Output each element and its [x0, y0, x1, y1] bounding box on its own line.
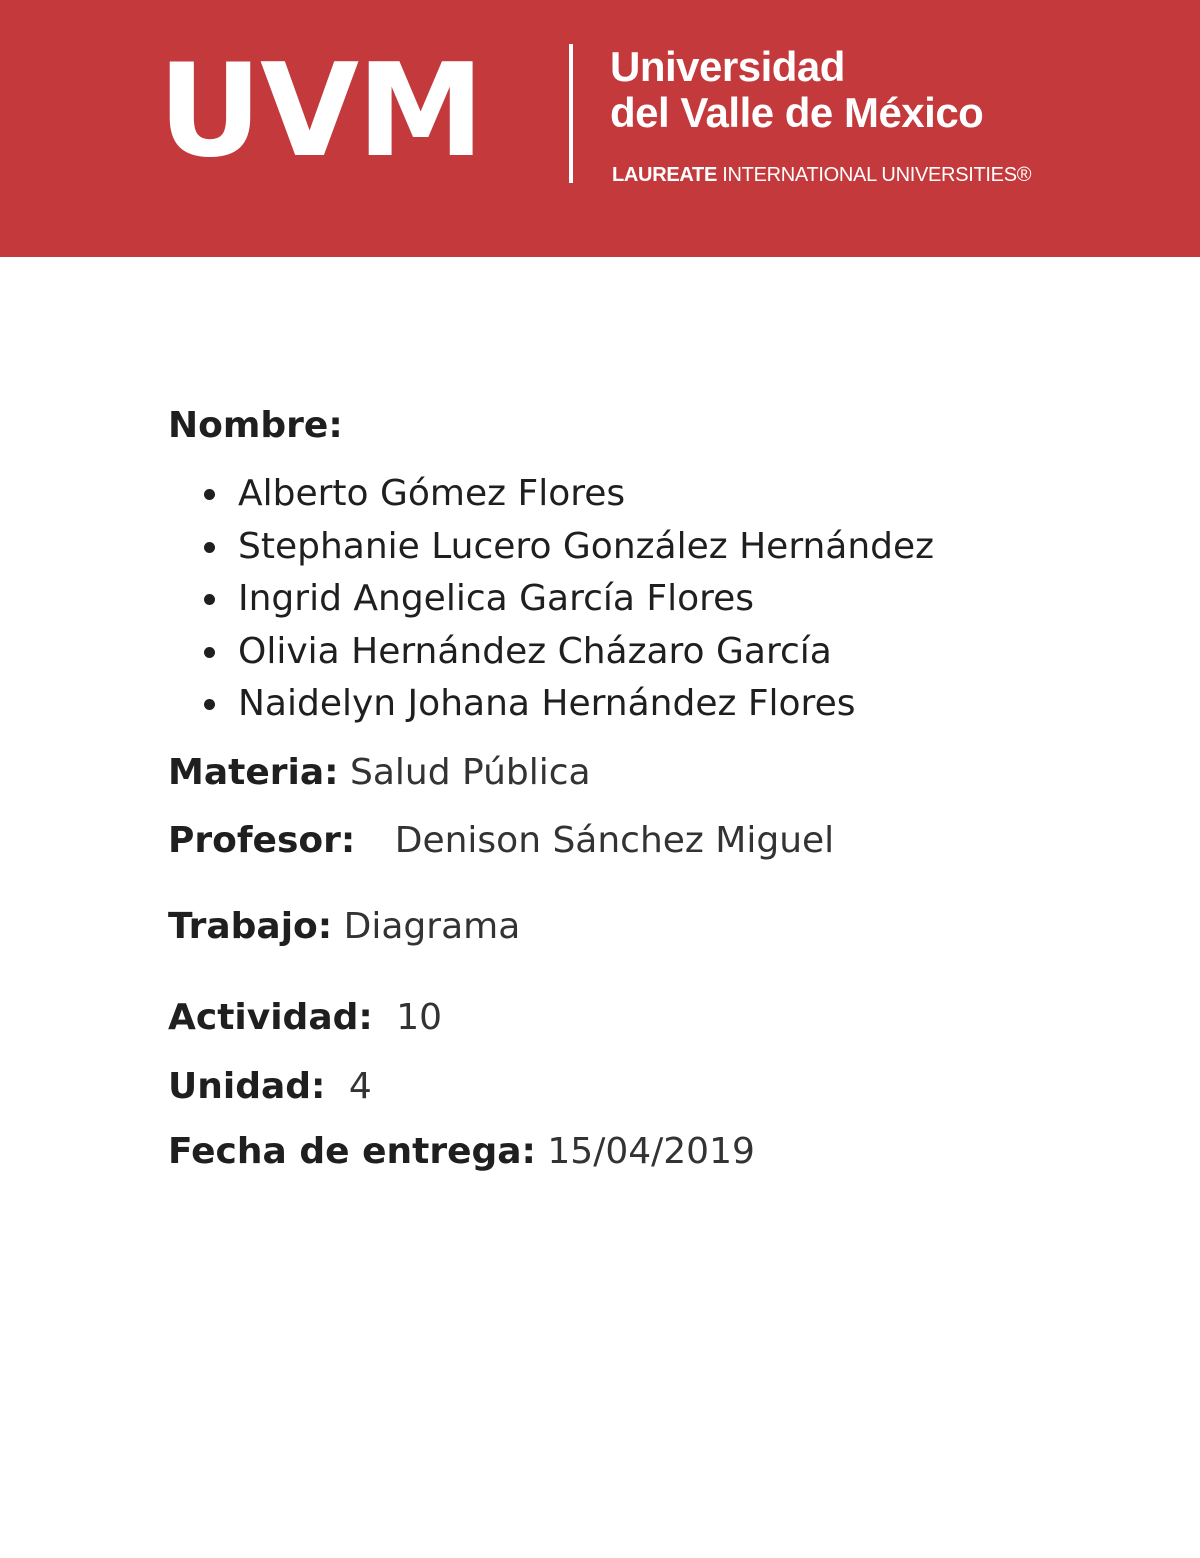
nombre-row: [168, 400, 343, 452]
student-name: Naidelyn Johana Hernández Flores: [238, 683, 856, 724]
profesor-value: Denison Sánchez Miguel: [394, 820, 835, 861]
student-name: Alberto Gómez Flores: [238, 473, 626, 514]
trabajo-value: Diagrama: [343, 906, 521, 947]
fecha-label: Fecha de entrega:: [168, 1131, 536, 1172]
bullet-icon: [204, 489, 215, 500]
trabajo-label: Trabajo:: [168, 906, 333, 947]
uvm-logo: UVM: [158, 37, 483, 186]
bullet-icon: [204, 594, 215, 605]
nombre-label: Nombre:: [168, 405, 343, 446]
profesor-row: [168, 815, 834, 867]
laureate-brand: LAUREATE: [612, 164, 718, 186]
names-list: [204, 468, 934, 731]
materia-value: Salud Pública: [349, 752, 591, 793]
student-name: Olivia Hernández Cházaro García: [238, 630, 832, 672]
actividad-value: 10: [396, 997, 443, 1038]
logo-divider: [569, 44, 573, 183]
trabajo-row: [168, 901, 520, 953]
laureate-rest: INTERNATIONAL UNIVERSITIES®: [717, 164, 1032, 186]
actividad-row: [168, 992, 442, 1044]
actividad-label: Actividad:: [168, 997, 373, 1038]
materia-label: Materia:: [168, 752, 339, 793]
list-item: [204, 521, 934, 574]
fecha-value: 15/04/2019: [547, 1131, 755, 1172]
student-name: Ingrid Angelica García Flores: [238, 578, 755, 619]
fecha-row: [168, 1126, 755, 1178]
bullet-icon: [204, 699, 215, 710]
materia-row: [168, 747, 591, 799]
university-name-line1: Universidad: [610, 43, 845, 90]
university-name-line2: del Valle de México: [610, 89, 984, 136]
list-item: [204, 678, 934, 731]
student-name: Stephanie Lucero González Hernández: [238, 525, 935, 567]
bullet-icon: [204, 647, 215, 658]
laureate-tagline: [612, 163, 1031, 187]
list-item: [204, 573, 934, 626]
list-item: [204, 468, 934, 521]
profesor-label: Profesor:: [168, 820, 356, 861]
unidad-label: Unidad:: [168, 1066, 326, 1107]
university-name: [610, 44, 983, 136]
unidad-row: [168, 1061, 372, 1113]
bullet-icon: [204, 542, 215, 553]
header-banner: [0, 0, 1200, 257]
list-item: [204, 626, 934, 679]
unidad-value: 4: [348, 1066, 372, 1107]
